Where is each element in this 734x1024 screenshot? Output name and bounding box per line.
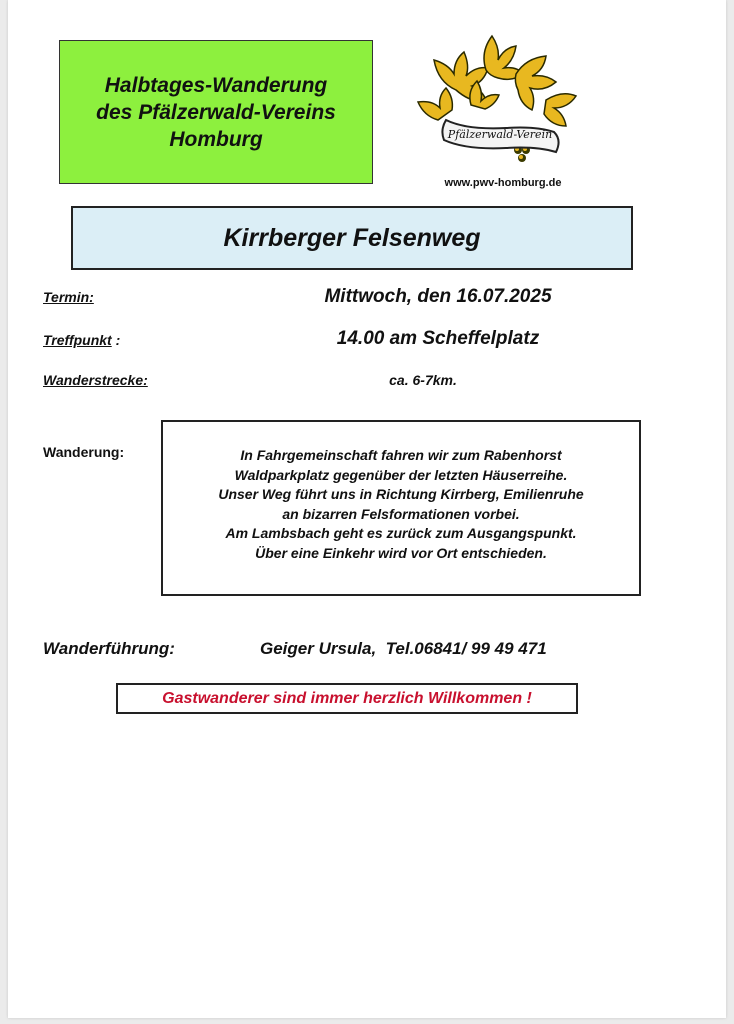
treffpunkt-label-row — [43, 332, 120, 348]
treffpunkt-label: Treffpunkt — [43, 332, 112, 348]
header-line-2: des Pfälzerwald-Vereins — [96, 100, 336, 124]
guest-note: Gastwanderer sind immer herzlich Willkommen ! — [162, 689, 532, 707]
description-line: Unser Weg führt uns in Richtung Kirrberg, Emilienruhe — [218, 486, 584, 502]
wanderung-label: Wanderung: — [43, 444, 125, 460]
description-line: Waldparkplatz gegenüber der letzten Häuserreihe. — [234, 466, 568, 483]
header-line-1: Halbtages-Wanderung — [104, 73, 328, 97]
strecke-value: ca. 6-7km. — [389, 372, 457, 388]
header-line-3: Homburg — [169, 127, 263, 151]
header-box — [59, 40, 373, 184]
description-box — [161, 420, 641, 596]
oak-leaves-grapes-logo-icon — [416, 30, 586, 172]
treffpunkt-value: 14.00 am Scheffelplatz — [336, 328, 540, 349]
guest-note-box — [116, 683, 578, 714]
termin-value: Mittwoch, den 16.07.2025 — [324, 286, 552, 307]
logo-banner-text: Pfälzerwald-Verein — [447, 128, 553, 141]
title-box — [71, 206, 633, 270]
description-line: an bizarren Felsformationen vorbei. — [282, 505, 520, 522]
website-url[interactable]: www.pwv-homburg.de — [444, 177, 562, 189]
strecke-label: Wanderstrecke: — [43, 372, 148, 388]
flyer-page — [8, 0, 726, 1018]
description-line: Über eine Einkehr wird vor Ort entschieden. — [255, 544, 547, 561]
page-title: Kirrberger Felsenweg — [223, 223, 481, 252]
fuehrung-label: Wanderführung: — [43, 639, 175, 658]
termin-label: Termin: — [43, 289, 94, 305]
fuehrung-value: Geiger Ursula, Tel.06841/ 99 49 471 — [260, 639, 547, 658]
treffpunkt-colon: : — [111, 332, 121, 348]
description-line: In Fahrgemeinschaft fahren wir zum Rabenhorst — [240, 447, 562, 463]
description-line: Am Lambsbach geht es zurück zum Ausgangspunkt. — [225, 525, 577, 541]
